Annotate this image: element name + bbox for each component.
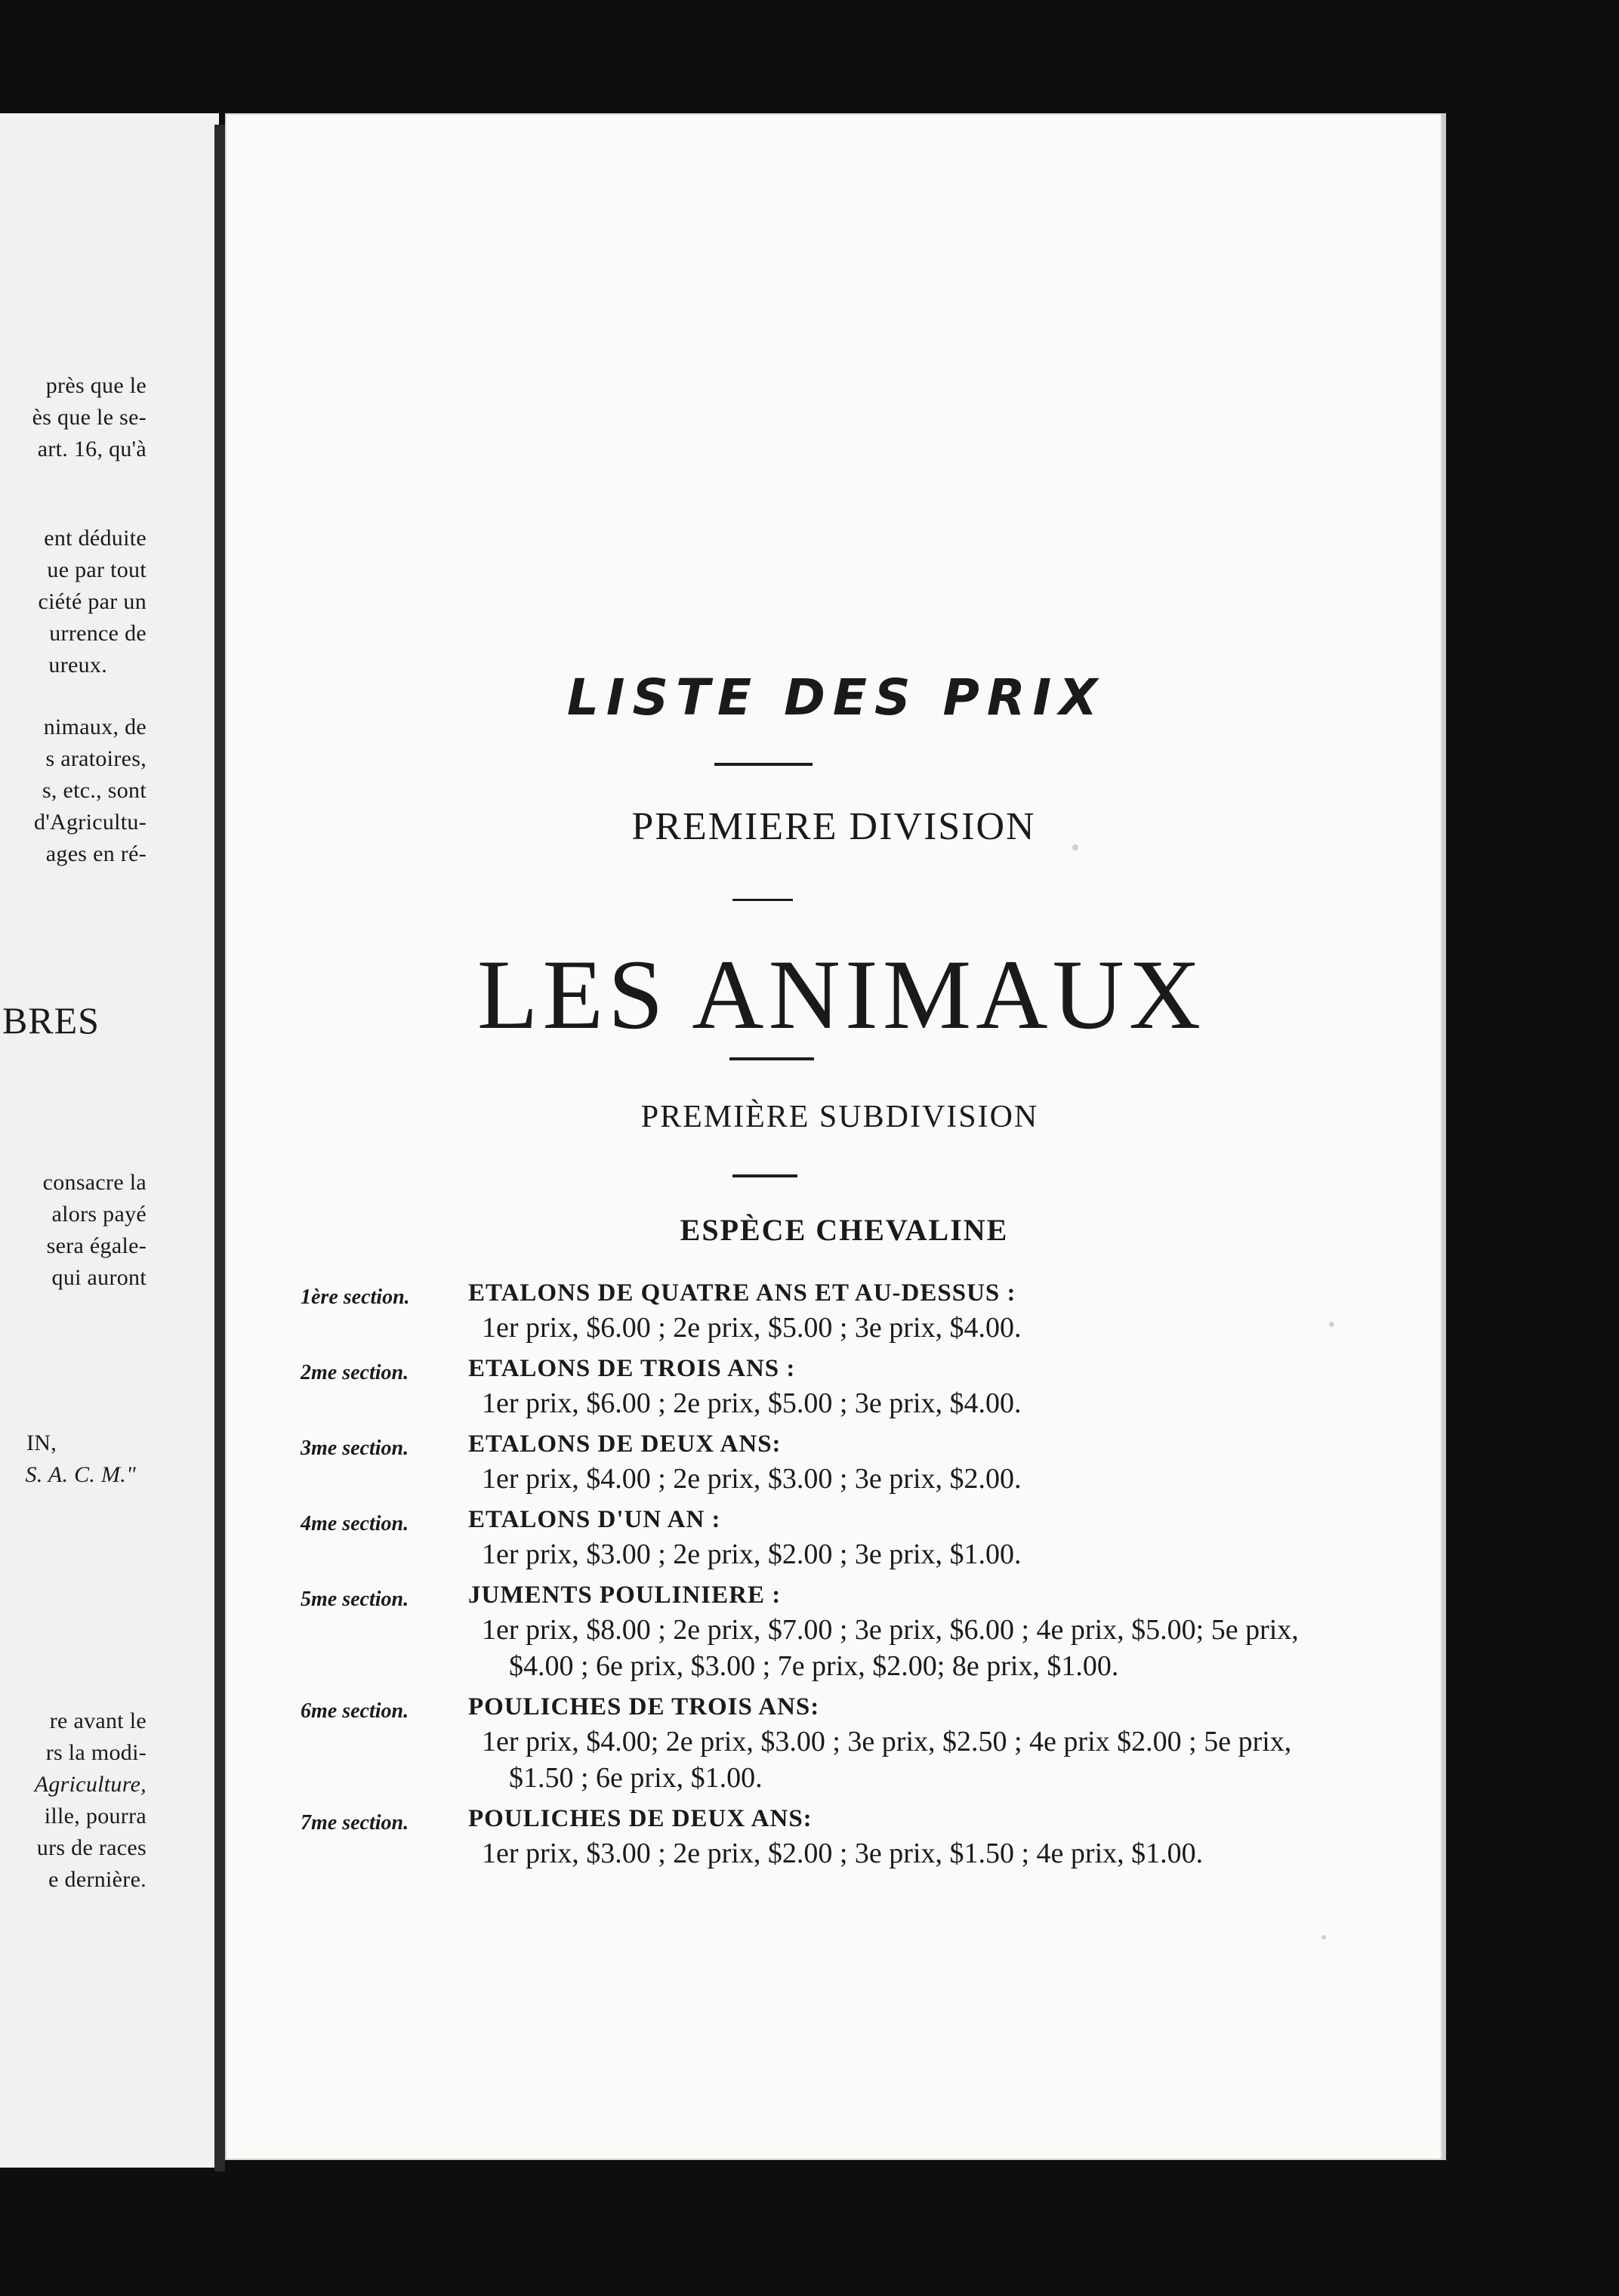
page-title: LISTE DES PRIX <box>566 668 1106 727</box>
section-label: 1ère section. <box>301 1285 410 1309</box>
paper-speck <box>1321 1935 1326 1940</box>
section-label: 2me section. <box>301 1361 409 1384</box>
paper-speck <box>1072 844 1078 850</box>
section-title: ETALONS DE TROIS ANS : <box>468 1355 796 1382</box>
left-text-line: ureux. <box>48 653 107 677</box>
left-text-line: e dernière. <box>48 1867 146 1892</box>
prize-section <box>225 1352 1442 1421</box>
left-text-line: s aratoires, <box>45 746 146 771</box>
left-facing-page <box>0 113 219 2168</box>
section-title: ETALONS D'UN AN : <box>468 1506 721 1533</box>
prize-section <box>225 1276 1442 1346</box>
section-label: 3me section. <box>301 1437 409 1460</box>
prize-section <box>225 1503 1442 1572</box>
section-title: ETALONS DE DEUX ANS: <box>468 1430 782 1458</box>
prize-section <box>225 1427 1442 1497</box>
subdivision-heading: PREMIÈRE SUBDIVISION <box>640 1100 1039 1134</box>
section-prizes: 1er prix, $4.00 ; 2e prix, $3.00 ; 3e prix, $2.00. <box>482 1463 1022 1495</box>
section-label: 6me section. <box>301 1699 409 1723</box>
left-text-line: ue par tout <box>47 557 146 582</box>
heading-rule <box>729 1057 814 1060</box>
left-text-line: art. 16, qu'à <box>37 437 146 461</box>
left-text-line: Agriculture, <box>34 1772 146 1797</box>
left-text-line: ciété par un <box>38 589 146 614</box>
prize-section <box>225 1690 1442 1796</box>
left-text-line: urs de races <box>36 1835 146 1860</box>
section-prizes: 1er prix, $6.00 ; 2e prix, $5.00 ; 3e prix, $4.00. <box>482 1387 1022 1419</box>
subdivision-rule <box>732 1174 797 1177</box>
left-text-line: nimaux, de <box>43 714 146 739</box>
section-prizes: 1er prix, $4.00; 2e prix, $3.00 ; 3e prix, $2.50 ; 4e prix $2.00 ; 5e prix, $1.50 ; 6e prix, $1.00. <box>482 1726 1292 1794</box>
left-text-line: ent déduite <box>44 526 146 551</box>
section-prizes: 1er prix, $6.00 ; 2e prix, $5.00 ; 3e prix, $4.00. <box>482 1312 1022 1344</box>
section-prizes: 1er prix, $3.00 ; 2e prix, $2.00 ; 3e prix, $1.50 ; 4e prix, $1.00. <box>482 1838 1204 1869</box>
section-label: 4me section. <box>301 1512 409 1535</box>
page-gutter <box>214 125 225 2171</box>
section-title: JUMENTS POULINIERE : <box>468 1582 782 1609</box>
left-text-line: d'Agricultu- <box>34 810 146 835</box>
title-rule <box>714 763 813 766</box>
left-text-line: consacre la <box>42 1170 146 1195</box>
prize-sections <box>225 1276 1442 1878</box>
left-text-line: alors payé <box>51 1202 146 1227</box>
section-title: ETALONS DE QUATRE ANS ET AU-DESSUS : <box>468 1279 1016 1307</box>
left-text-line: ille, pourra <box>44 1804 146 1828</box>
left-text-line: re avant le <box>49 1708 146 1733</box>
section-title: POULICHES DE TROIS ANS: <box>468 1693 820 1720</box>
left-text-line: s, etc., sont <box>42 778 146 803</box>
section-title: POULICHES DE DEUX ANS: <box>468 1805 813 1832</box>
prize-section <box>225 1578 1442 1684</box>
paper-speck <box>1329 1322 1334 1327</box>
section-prizes: 1er prix, $8.00 ; 2e prix, $7.00 ; 3e prix, $6.00 ; 4e prix, $5.00; 5e prix, $4.00 ; 6e prix, $3.00 ; 7e prix, $2.00; 8e prix, $1.00. <box>482 1614 1299 1682</box>
left-heading-fragment: BRES <box>2 999 100 1042</box>
left-text-line: près que le <box>45 373 146 398</box>
left-text-line: sera égale- <box>46 1233 146 1258</box>
left-text-line: rs la modi- <box>45 1740 146 1765</box>
main-page <box>225 113 1442 2160</box>
left-text-line: ès que le se- <box>32 405 146 430</box>
left-text-line: qui auront <box>51 1265 146 1290</box>
section-label: 7me section. <box>301 1811 409 1835</box>
left-text-line: S. A. C. M." <box>25 1462 136 1487</box>
category-heading: ESPÈCE CHEVALINE <box>680 1213 1009 1247</box>
main-heading: LES ANIMAUX <box>476 939 1206 1050</box>
division-heading: PREMIERE DIVISION <box>631 805 1036 848</box>
section-label: 5me section. <box>301 1588 409 1611</box>
left-text-line: IN, <box>26 1430 57 1455</box>
left-text-line: urrence de <box>49 621 146 646</box>
left-text-line: ages en ré- <box>45 841 146 866</box>
prize-section <box>225 1802 1442 1872</box>
division-rule <box>732 899 793 901</box>
section-prizes: 1er prix, $3.00 ; 2e prix, $2.00 ; 3e prix, $1.00. <box>482 1538 1022 1570</box>
